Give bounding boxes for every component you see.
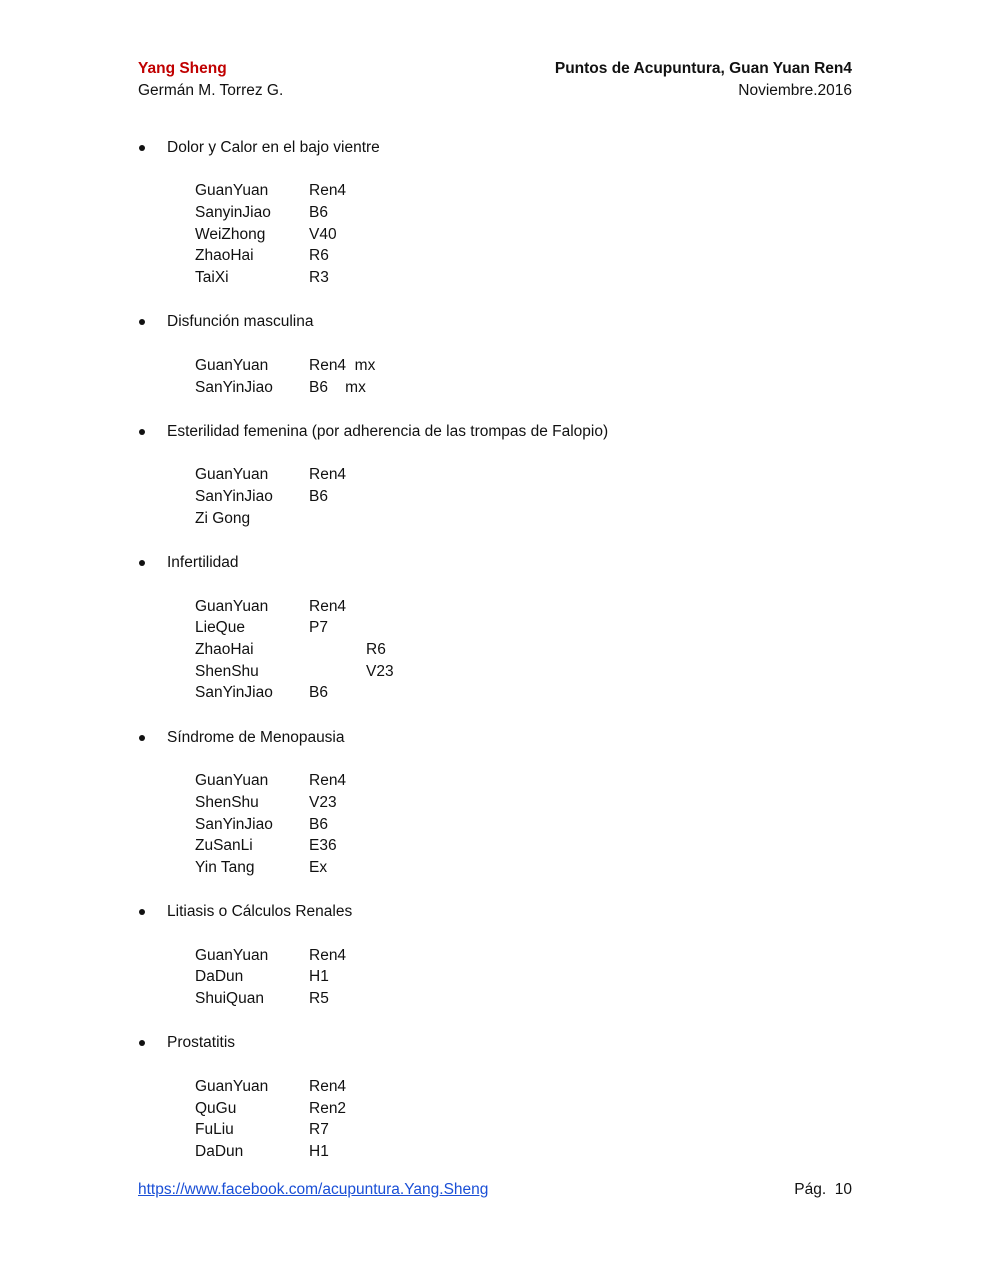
point-name: Zi Gong xyxy=(195,510,251,527)
point-name: GuanYuan xyxy=(195,947,269,964)
point-name: SanyinJiao xyxy=(195,204,271,221)
document-title: Puntos de Acupuntura, Guan Yuan Ren4 xyxy=(554,60,852,77)
point-name: LieQue xyxy=(195,619,245,636)
section-heading: Dolor y Calor en el bajo vientre xyxy=(167,139,380,156)
point-code: R6 xyxy=(309,247,329,264)
bullet-icon xyxy=(139,735,145,741)
point-name: ShenShu xyxy=(195,794,259,811)
point-name: ZhaoHai xyxy=(195,247,254,264)
bullet-icon xyxy=(139,1040,145,1046)
point-code: B6 xyxy=(309,684,328,701)
point-name: ShenShu xyxy=(195,663,259,680)
point-code: R7 xyxy=(309,1121,329,1138)
section-heading: Litiasis o Cálculos Renales xyxy=(167,903,353,920)
point-code: B6 mx xyxy=(309,379,366,396)
section-heading: Disfunción masculina xyxy=(167,313,314,330)
point-name: ShuiQuan xyxy=(195,990,264,1007)
point-code: R3 xyxy=(309,269,329,286)
point-name: SanYinJiao xyxy=(195,816,273,833)
point-name: FuLiu xyxy=(195,1121,234,1138)
point-code: Ren4 mx xyxy=(309,357,376,374)
point-code: Ren2 xyxy=(309,1100,347,1117)
point-code: B6 xyxy=(309,488,328,505)
point-name: GuanYuan xyxy=(195,357,269,374)
point-code: P7 xyxy=(309,619,328,636)
point-code: E36 xyxy=(309,837,337,854)
point-name: GuanYuan xyxy=(195,1078,269,1095)
point-code: Ren4 xyxy=(309,772,347,789)
section-heading: Infertilidad xyxy=(167,554,239,571)
bullet-icon xyxy=(139,560,145,566)
point-name: ZuSanLi xyxy=(195,837,253,854)
point-code: R5 xyxy=(309,990,329,1007)
bullet-icon xyxy=(139,909,145,915)
point-name: SanYinJiao xyxy=(195,684,273,701)
point-name: Yin Tang xyxy=(195,859,255,876)
point-code: H1 xyxy=(309,1143,329,1160)
author-name: Germán M. Torrez G. xyxy=(138,82,284,99)
point-name: SanYinJiao xyxy=(195,488,273,505)
point-code: V23 xyxy=(309,794,337,811)
facebook-link[interactable]: https://www.facebook.com/acupuntura.Yang.Sheng xyxy=(138,1181,489,1198)
point-name: SanYinJiao xyxy=(195,379,273,396)
point-name: DaDun xyxy=(195,1143,244,1160)
point-code: R6 xyxy=(366,641,386,658)
bullet-icon xyxy=(139,319,145,325)
point-code: H1 xyxy=(309,968,329,985)
point-name: WeiZhong xyxy=(195,226,266,243)
point-code: B6 xyxy=(309,204,328,221)
bullet-icon xyxy=(139,145,145,151)
point-name: GuanYuan xyxy=(195,772,269,789)
point-name: TaiXi xyxy=(195,269,229,286)
document-date: Noviembre.2016 xyxy=(738,82,852,99)
point-name: GuanYuan xyxy=(195,182,269,199)
bullet-icon xyxy=(139,429,145,435)
point-code: Ren4 xyxy=(309,598,347,615)
page-number: Pág. 10 xyxy=(794,1181,852,1198)
point-code: Ex xyxy=(309,859,328,876)
point-name: GuanYuan xyxy=(195,598,269,615)
point-name: DaDun xyxy=(195,968,244,985)
section-heading: Esterilidad femenina (por adherencia de las trompas de Falopio) xyxy=(167,423,609,440)
point-code: Ren4 xyxy=(309,466,347,483)
point-code: Ren4 xyxy=(309,1078,347,1095)
point-code: Ren4 xyxy=(309,182,347,199)
point-code: Ren4 xyxy=(309,947,347,964)
section-heading: Síndrome de Menopausia xyxy=(167,729,345,746)
point-code: V40 xyxy=(309,226,337,243)
section-heading: Prostatitis xyxy=(167,1034,236,1051)
point-name: ZhaoHai xyxy=(195,641,254,658)
point-code: B6 xyxy=(309,816,328,833)
brand-title: Yang Sheng xyxy=(138,60,227,77)
point-name: GuanYuan xyxy=(195,466,269,483)
point-code: V23 xyxy=(366,663,394,680)
point-name: QuGu xyxy=(195,1100,237,1117)
